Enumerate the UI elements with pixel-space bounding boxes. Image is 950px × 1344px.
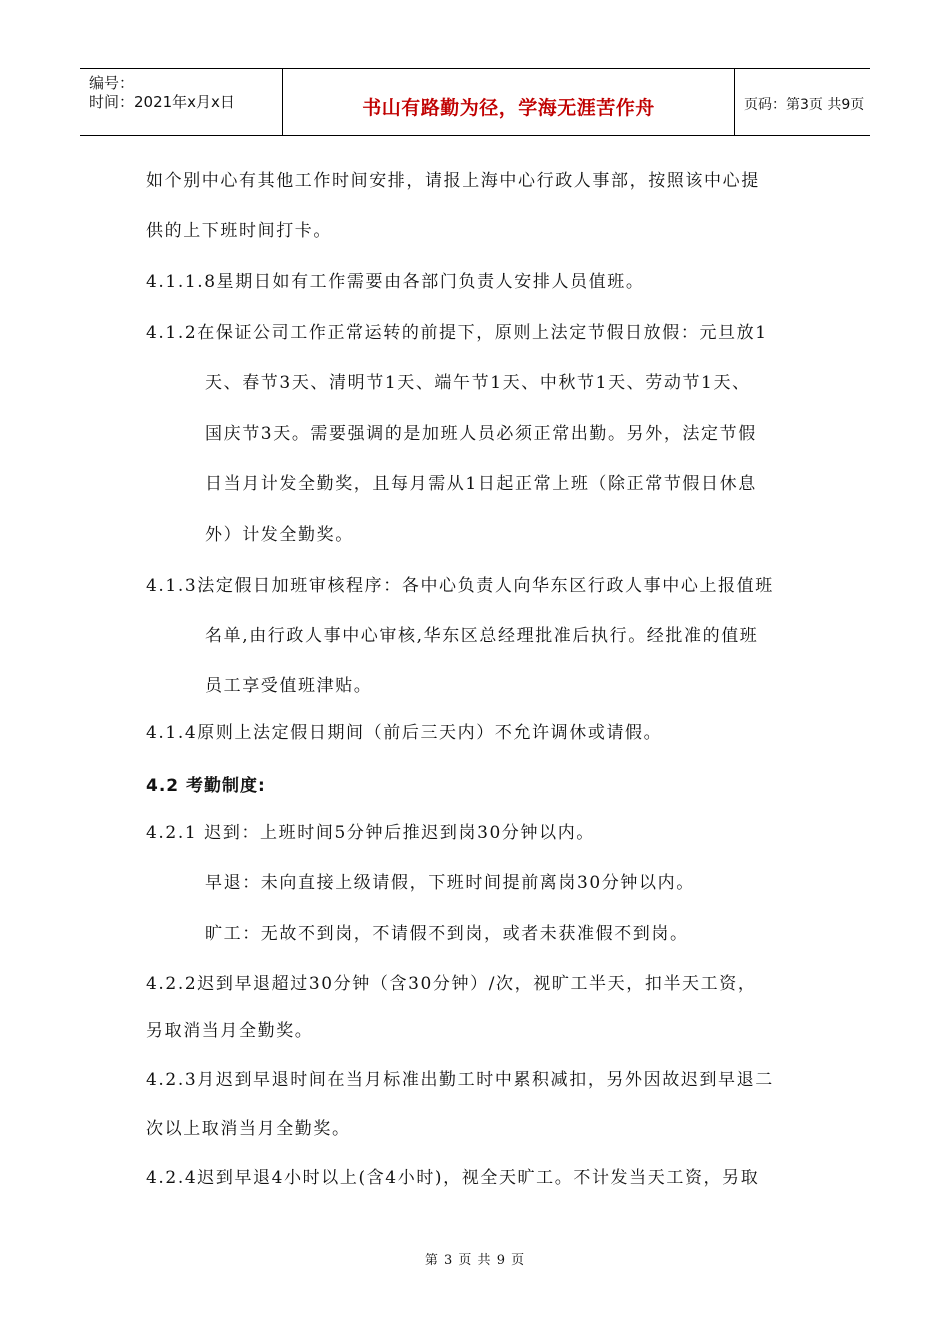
- clause-4-1-4: 4.1.4原则上法定假日期间（前后三天内）不允许调休或请假。: [146, 723, 663, 743]
- header-left-cell: [80, 69, 283, 135]
- body-line: 外）计发全勤奖。: [205, 525, 354, 545]
- body-line: 另取消当月全勤奖。: [146, 1021, 314, 1041]
- section-heading-4-2: 4.2 考勤制度:: [146, 776, 266, 796]
- body-line: 早退：未向直接上级请假，下班时间提前离岗30分钟以内。: [205, 873, 695, 893]
- page-footer: 第 3 页 共 9 页: [424, 1253, 526, 1268]
- clause-4-2-3: 4.2.3月迟到早退时间在当月标准出勤工时中累积减扣，另外因故迟到早退二: [146, 1070, 774, 1090]
- clause-4-2-2: 4.2.2迟到早退超过30分钟（含30分钟）/次，视旷工半天，扣半天工资，: [146, 974, 757, 994]
- document-date-label: 时间：2021年x月x日: [89, 93, 235, 111]
- clause-4-2-4: 4.2.4迟到早退4小时以上(含4小时)，视全天旷工。不计发当天工资，另取: [146, 1168, 760, 1188]
- clause-4-1-2: 4.1.2在保证公司工作正常运转的前提下，原则上法定节假日放假：元旦放1: [146, 323, 768, 343]
- body-line: 次以上取消当月全勤奖。: [146, 1119, 351, 1139]
- header-middle-cell: [283, 69, 735, 135]
- body-line: 如个别中心有其他工作时间安排，请报上海中心行政人事部，按照该中心提: [146, 171, 760, 191]
- document-number-label: 编号：: [89, 74, 135, 92]
- body-line: 名单,由行政人事中心审核,华东区总经理批准后执行。经批准的值班: [205, 626, 759, 646]
- body-line: 日当月计发全勤奖，且每月需从1日起正常上班（除正常节假日休息: [205, 474, 757, 494]
- clause-4-2-1: 4.2.1 迟到：上班时间5分钟后推迟到岗30分钟以内。: [146, 823, 595, 843]
- body-line: 员工享受值班津贴。: [205, 676, 373, 696]
- header-page-info: 页码：第3页 共9页: [744, 97, 865, 113]
- clause-4-1-1-8: 4.1.1.8星期日如有工作需要由各部门负责人安排人员值班。: [146, 272, 645, 292]
- clause-4-1-3: 4.1.3法定假日加班审核程序：各中心负责人向华东区行政人事中心上报值班: [146, 576, 774, 596]
- header-motto: 书山有路勤为径，学海无涯苦作舟: [362, 97, 655, 119]
- body-line: 国庆节3天。需要强调的是加班人员必须正常出勤。另外，法定节假: [205, 424, 757, 444]
- body-line: 天、春节3天、清明节1天、端午节1天、中秋节1天、劳动节1天、: [205, 373, 751, 393]
- body-line: 供的上下班时间打卡。: [146, 221, 332, 241]
- body-line: 旷工：无故不到岗，不请假不到岗，或者未获准假不到岗。: [205, 924, 689, 944]
- header-right-cell: [735, 69, 870, 135]
- document-header: [80, 68, 870, 136]
